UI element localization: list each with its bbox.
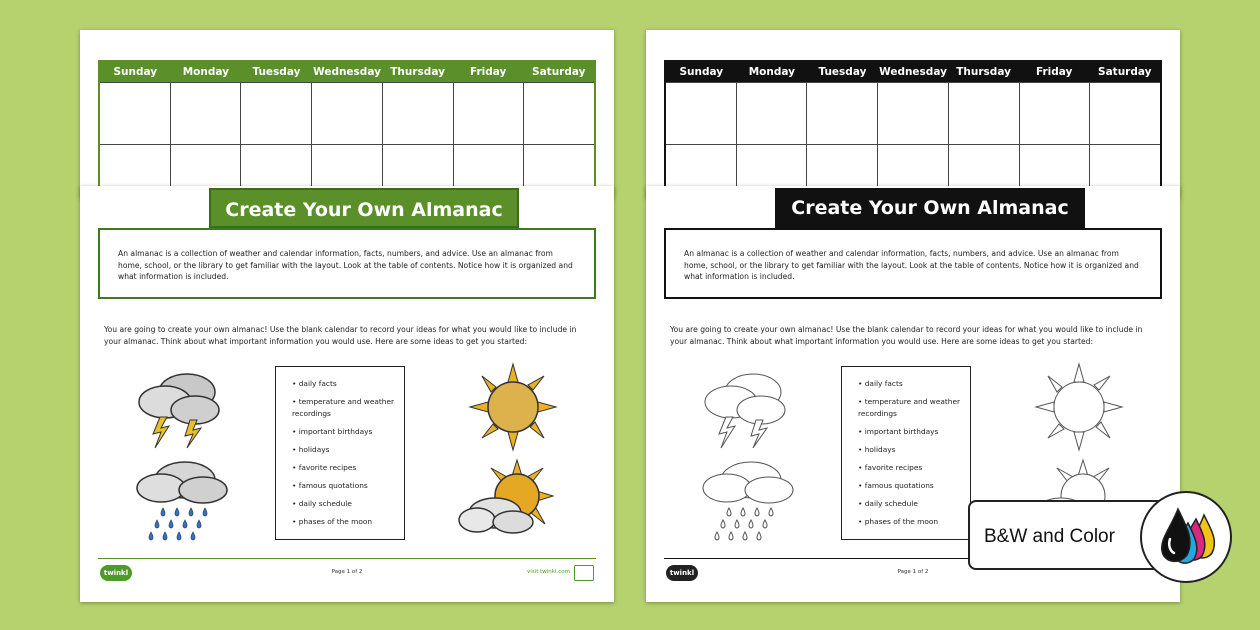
twinkl-logo: twinkl	[100, 565, 132, 581]
day-header: Monday	[182, 66, 229, 78]
day-header: Friday	[1035, 66, 1073, 78]
calendar-header	[100, 62, 594, 82]
list-item: • important birthdays	[858, 426, 962, 438]
calendar-row	[100, 82, 594, 144]
list-item: • famous quotations	[292, 480, 396, 492]
day-header: Thursday	[390, 66, 445, 78]
day-header: Wednesday	[313, 66, 381, 78]
day-header: Tuesday	[818, 66, 867, 78]
rain-cloud-icon	[135, 456, 230, 548]
day-header: Friday	[469, 66, 507, 78]
intro-box: An almanac is a collection of weather and calendar information, facts, numbers, and advice. Use an almanac from home, school, or the library to get familiar with the layout. Look at the table of contents. Notice how it is organized and what information is included.	[98, 228, 596, 299]
list-item: • temperature and weather recordings	[858, 396, 962, 419]
calendar-row	[666, 82, 1160, 144]
day-header: Sunday	[113, 66, 158, 78]
ideas-list	[275, 366, 405, 540]
instructions-text: You are going to create your own almanac! Use the blank calendar to record your ideas for what you would like to include in your almanac. Think about what important information you would use. Here are some ideas to get you started:	[104, 325, 577, 346]
worksheet-title: Create Your Own Almanac	[775, 188, 1085, 228]
list-item: • daily facts	[292, 378, 396, 390]
worksheet-title: Create Your Own Almanac	[209, 188, 519, 228]
list-item: • temperature and weather recordings	[292, 396, 396, 419]
list-item: • daily schedule	[292, 498, 396, 510]
color-worksheet-page	[80, 186, 614, 602]
page-number: Page 1 of 2	[331, 569, 363, 575]
day-header: Monday	[748, 66, 795, 78]
ideas-list	[841, 366, 971, 540]
list-item: • daily schedule	[858, 498, 962, 510]
sun-icon	[468, 362, 558, 452]
list-item: • daily facts	[858, 378, 962, 390]
storm-cloud-icon	[135, 362, 225, 452]
list-item: • important birthdays	[292, 426, 396, 438]
quality-badge-icon	[574, 565, 594, 581]
format-badge-label: B&W and Color	[984, 526, 1115, 547]
list-item: • favorite recipes	[292, 462, 396, 474]
day-header: Sunday	[679, 66, 724, 78]
site-text: visit twinkl.com	[527, 569, 570, 575]
calendar-header	[666, 62, 1160, 82]
page-footer	[98, 558, 596, 586]
list-item: • phases of the moon	[858, 516, 962, 528]
day-header: Wednesday	[879, 66, 947, 78]
list-item: • phases of the moon	[292, 516, 396, 528]
day-header: Tuesday	[252, 66, 301, 78]
list-item: • famous quotations	[858, 480, 962, 492]
sun-icon	[1034, 362, 1124, 452]
list-item: • favorite recipes	[858, 462, 962, 474]
bw-calendar-page	[646, 30, 1180, 198]
partly-cloudy-icon	[455, 458, 555, 548]
day-header: Saturday	[532, 66, 586, 78]
rain-cloud-icon	[701, 456, 796, 548]
day-header: Saturday	[1098, 66, 1152, 78]
ink-drops-icon	[1140, 491, 1232, 583]
twinkl-logo: twinkl	[666, 565, 698, 581]
day-header: Thursday	[956, 66, 1011, 78]
page-number: Page 1 of 2	[897, 569, 929, 575]
list-item: • holidays	[858, 444, 962, 456]
intro-box: An almanac is a collection of weather and calendar information, facts, numbers, and advice. Use an almanac from home, school, or the library to get familiar with the layout. Look at the table of contents. Notice how it is organized and what information is included.	[664, 228, 1162, 299]
storm-cloud-icon	[701, 362, 791, 452]
color-calendar-page	[80, 30, 614, 198]
list-item: • holidays	[292, 444, 396, 456]
instructions-text: You are going to create your own almanac! Use the blank calendar to record your ideas for what you would like to include in your almanac. Think about what important information you would use. Here are some ideas to get you started:	[670, 325, 1143, 346]
